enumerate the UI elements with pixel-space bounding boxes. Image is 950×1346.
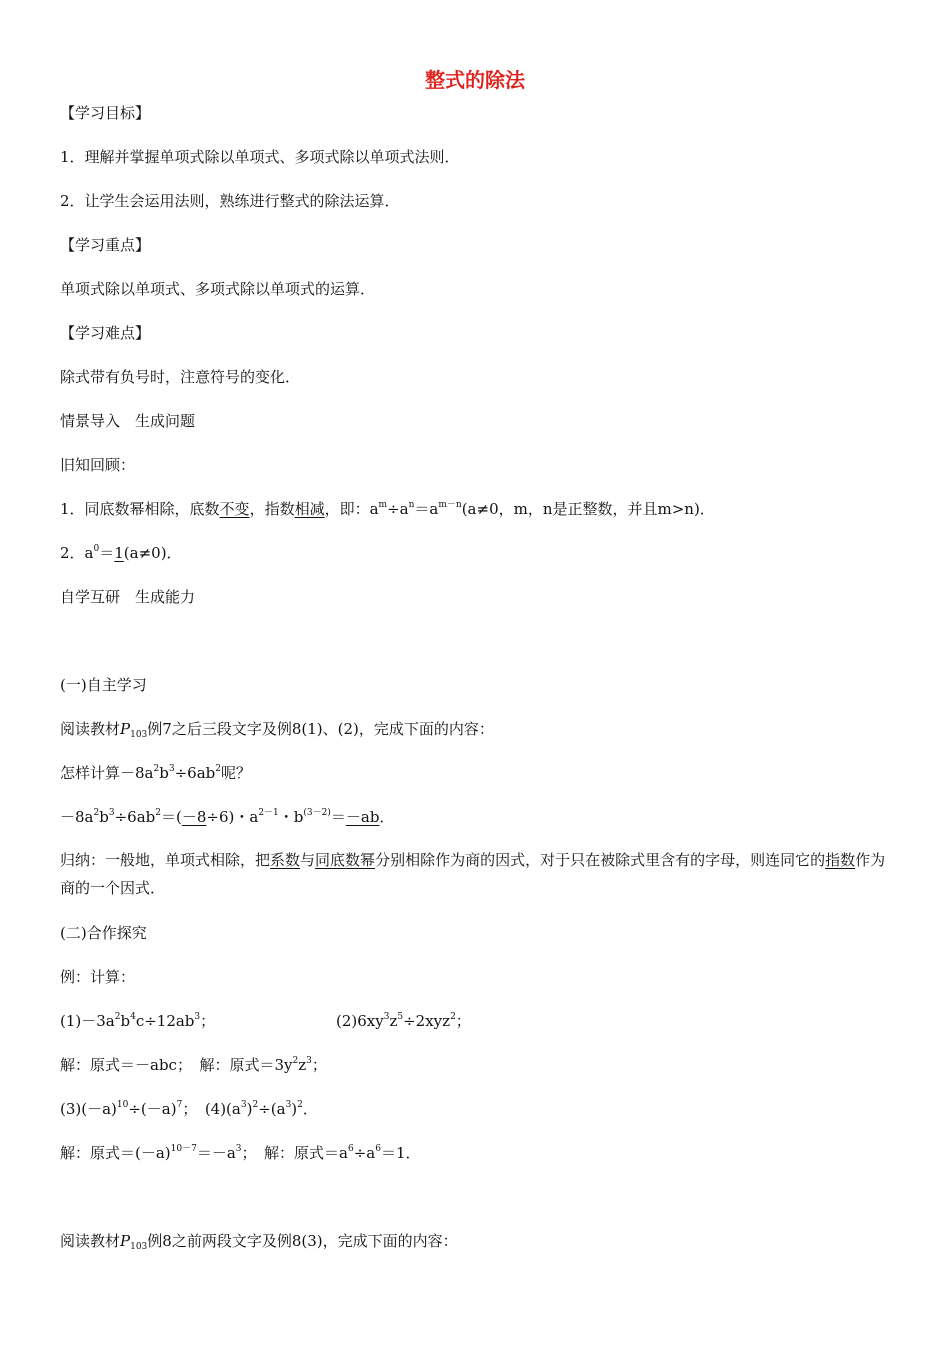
- sol12-z: z: [298, 1056, 307, 1074]
- read-2-suffix: 例8之前两段文字及例8(3)，完成下面的内容：: [147, 1232, 458, 1250]
- conclusion-suffix: 作为商的一个因式．: [60, 851, 886, 897]
- ex34-f: ÷(a: [258, 1100, 286, 1118]
- calc-eq: ＝(: [160, 808, 182, 826]
- exponent: 3: [194, 1012, 201, 1022]
- ex2-div: ÷2xyz: [403, 1012, 451, 1030]
- how-suffix: 呢？: [220, 764, 251, 782]
- review-2-answer: 1: [114, 544, 124, 562]
- exponent: (3－2): [303, 808, 331, 818]
- ex34-a: (3)(－a): [60, 1100, 117, 1118]
- key-text: 单项式除以单项式、多项式除以单项式的运算．: [60, 280, 376, 298]
- review-2-suffix: (a≠0)．: [123, 544, 182, 562]
- exponent: 10－7: [170, 1144, 197, 1154]
- conclusion-answer-1: 系数: [270, 851, 301, 869]
- exponent: m－n: [438, 500, 462, 510]
- ex2-z: z: [389, 1012, 398, 1030]
- sol34-end: ＝1．: [380, 1144, 421, 1162]
- sol34-b: ＝－a: [196, 1144, 236, 1162]
- review-heading: 旧知回顾：: [60, 456, 136, 474]
- reading-instruction-1: [60, 718, 494, 740]
- calc-div-2: ÷6)・a: [206, 808, 259, 826]
- exponent: 2－1: [258, 808, 279, 818]
- exponent: 3: [306, 1056, 312, 1066]
- section-difficulty-heading: 【学习难点】: [60, 324, 151, 342]
- review-1-mid-1: ，指数: [249, 500, 295, 518]
- exponent: 3: [235, 1144, 242, 1154]
- exponent: 3: [108, 808, 115, 818]
- goal-2: 2．让学生会运用法则，熟练进行整式的除法运算．: [60, 192, 400, 210]
- review-1-mid-2: ，即：a: [324, 500, 379, 518]
- exponent: 2: [252, 1100, 259, 1110]
- exponent: 2: [114, 1012, 121, 1022]
- calc-prefix: －8a: [60, 808, 94, 826]
- example-3-4: [60, 1098, 318, 1120]
- exponent: 5: [397, 1012, 404, 1022]
- exponent: 6: [347, 1144, 354, 1154]
- calc-eq-2: ＝: [330, 808, 346, 826]
- sol12-text: 解：原式＝－abc； 解：原式＝3y: [60, 1056, 293, 1074]
- ex2-end: ；: [455, 1012, 471, 1030]
- exponent: 6: [375, 1144, 381, 1154]
- conclusion-prefix: 归纳：一般地，单项式相除，把: [60, 851, 271, 869]
- read-1-prefix: 阅读教材: [60, 720, 121, 738]
- exponent: 2: [93, 808, 100, 818]
- review-1-suffix: (a≠0，m，n是正整数，并且m>n)．: [461, 500, 715, 518]
- ex34-b: ÷(－a): [128, 1100, 177, 1118]
- calc-dot: ・b: [278, 808, 304, 826]
- review-item-2: [60, 542, 182, 564]
- calc-answer-2: －ab: [345, 808, 380, 826]
- ex1-prefix: (1)－3a: [60, 1012, 115, 1030]
- ex1-end: ；: [200, 1012, 216, 1030]
- solution-3-4: [60, 1142, 421, 1164]
- exponent: 2: [450, 1012, 456, 1022]
- calc-div: ÷6ab: [114, 808, 156, 826]
- page-ref-letter: P: [120, 720, 131, 738]
- exponent: 0: [93, 544, 100, 554]
- sol34-d: ÷a: [353, 1144, 376, 1162]
- how-prefix: 怎样计算－8a: [60, 764, 154, 782]
- page-number: 103: [130, 730, 148, 740]
- exponent: 3: [240, 1100, 247, 1110]
- how-div: ÷6ab: [174, 764, 216, 782]
- exponent: 4: [130, 1012, 136, 1022]
- ex34-d: ): [246, 1100, 253, 1118]
- conclusion-mid-1: 与: [300, 851, 316, 869]
- review-item-1: [60, 498, 715, 520]
- page-ref-letter: P: [120, 1232, 131, 1250]
- exponent: 2: [292, 1056, 299, 1066]
- part-2-heading: (二)合作探究: [60, 924, 147, 942]
- conclusion-paragraph: [60, 846, 886, 902]
- review-1-div: ÷a: [387, 500, 409, 518]
- exponent: 2: [297, 1100, 303, 1110]
- calc-answer-1: －8: [181, 808, 207, 826]
- page-title: 整式的除法: [425, 68, 525, 92]
- review-1-answer-1: 不变: [219, 500, 250, 518]
- exponent: 10: [116, 1100, 129, 1110]
- read-2-prefix: 阅读教材: [60, 1232, 121, 1250]
- sol12-end: ；: [311, 1056, 327, 1074]
- example-2: [336, 1010, 471, 1032]
- ex1-b: b: [120, 1012, 131, 1030]
- section-key-heading: 【学习重点】: [60, 236, 151, 254]
- section-goals-heading: 【学习目标】: [60, 104, 151, 122]
- self-study-heading: 自学互研 生成能力: [60, 588, 196, 606]
- sol34-c: ； 解：原式＝a: [241, 1144, 348, 1162]
- difficulty-text: 除式带有负号时，注意符号的变化．: [60, 368, 301, 386]
- review-1-answer-2: 相减: [294, 500, 325, 518]
- exponent: 3: [285, 1100, 292, 1110]
- read-1-suffix: 例7之后三段文字及例8(1)、(2)，完成下面的内容：: [147, 720, 494, 738]
- calc-b: b: [99, 808, 109, 826]
- page-number: 103: [130, 1242, 148, 1252]
- exponent: 2: [215, 764, 221, 774]
- question-how: [60, 762, 251, 784]
- how-b: b: [159, 764, 169, 782]
- ex1-c: c÷12ab: [135, 1012, 195, 1030]
- example-heading: 例：计算：: [60, 968, 136, 986]
- review-2-eq: ＝: [99, 544, 115, 562]
- review-2-prefix: 2．a: [60, 544, 94, 562]
- ex34-c: ； (4)(a: [182, 1100, 241, 1118]
- conclusion-answer-3: 指数: [825, 851, 856, 869]
- solution-1-2: [60, 1054, 327, 1076]
- review-1-eq: ＝a: [414, 500, 439, 518]
- part-1-heading: (一)自主学习: [60, 676, 147, 694]
- exponent: 2: [153, 764, 160, 774]
- exponent: n: [408, 500, 415, 510]
- goal-1: 1．理解并掌握单项式除以单项式、多项式除以单项式法则．: [60, 148, 460, 166]
- exponent: 3: [168, 764, 175, 774]
- exponent: 2: [155, 808, 161, 818]
- example-1: [60, 1010, 215, 1032]
- calc-end: ．: [379, 808, 395, 826]
- review-1-prefix: 1．同底数幂相除，底数: [60, 500, 220, 518]
- calculation-line: [60, 806, 394, 828]
- sol34-a: 解：原式＝(－a): [60, 1144, 171, 1162]
- conclusion-answer-2: 同底数幂: [315, 851, 376, 869]
- ex34-g: ): [291, 1100, 298, 1118]
- intro-heading: 情景导入 生成问题: [60, 412, 196, 430]
- ex2-prefix: (2)6xy: [336, 1012, 384, 1030]
- conclusion-mid-2: 分别相除作为商的因式，对于只在被除式里含有的字母，则连同它的: [375, 851, 826, 869]
- exponent: 7: [176, 1100, 183, 1110]
- ex34-end: ．: [302, 1100, 318, 1118]
- reading-instruction-2: [60, 1230, 458, 1252]
- exponent: m: [378, 500, 388, 510]
- exponent: 3: [383, 1012, 390, 1022]
